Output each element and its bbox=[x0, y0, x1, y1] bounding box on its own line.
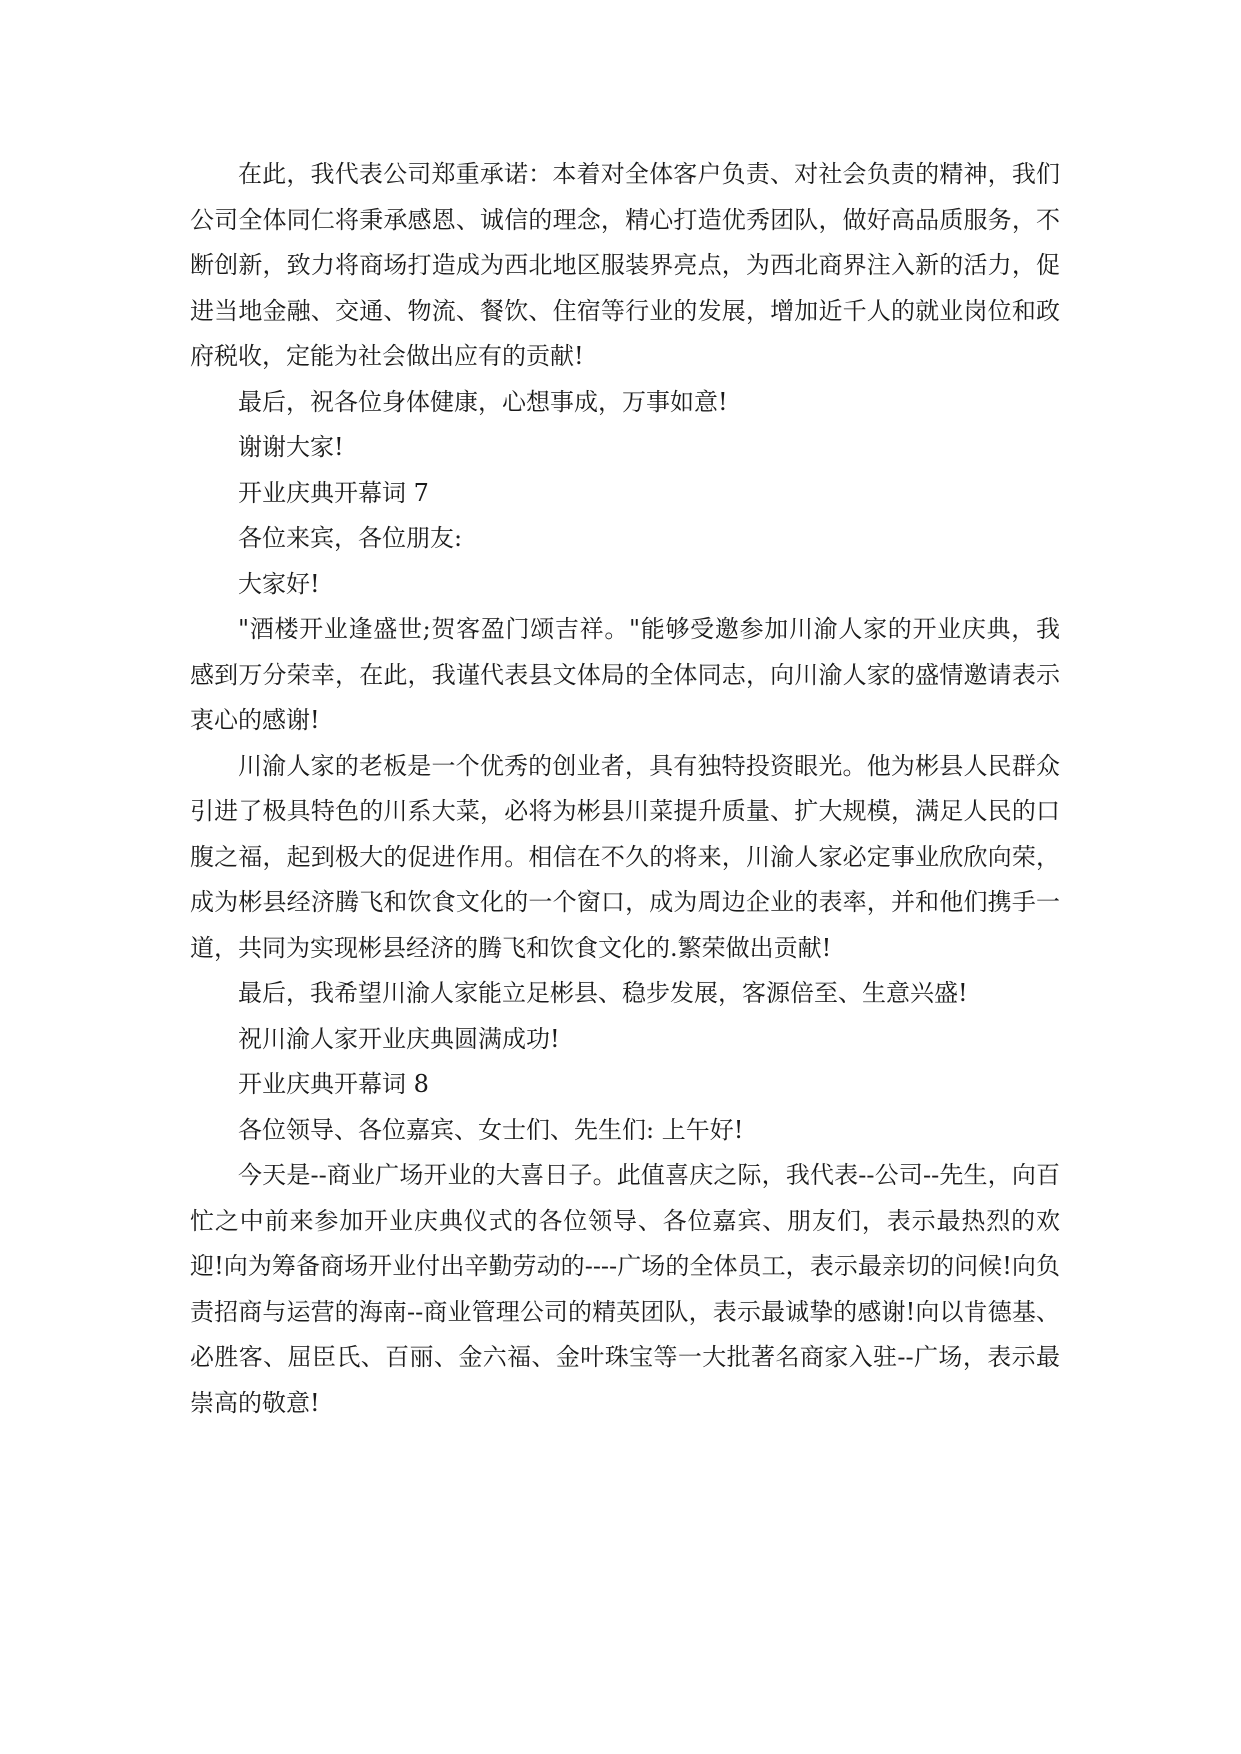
paragraph-greeting: 大家好! bbox=[238, 569, 320, 598]
paragraph-closing-wishes: 最后，祝各位身体健康，心想事成，万事如意! bbox=[238, 387, 728, 416]
section-heading-8: 开业庆典开幕词 8 bbox=[238, 1070, 429, 1098]
paragraph-salutation-8: 各位领导、各位嘉宾、女士们、先生们: 上午好! bbox=[238, 1115, 744, 1144]
paragraph-commitment: 在此，我代表公司郑重承诺：本着对全体客户负责、对社会负责的精神，我们公司全体同仁将秉承感恩、诚信的理念，精心打造优秀团队，做好高品质服务，不断创新，致力将商场打造成为西北地区服装界亮点，为西北商界注入新的活力，促进当地金融、交通、物流、餐饮、住宿等行业的发展，增加近千人的就业岗位和政府税收，定能为社会做出应有的贡献! bbox=[190, 160, 1060, 370]
section-heading-7: 开业庆典开幕词 7 bbox=[238, 478, 429, 507]
paragraph-hope: 最后，我希望川渝人家能立足彬县、稳步发展，客源倍至、生意兴盛! bbox=[238, 979, 968, 1007]
document-body bbox=[190, 152, 1060, 1426]
paragraph-restaurant-opening: "酒楼开业逢盛世;贺客盈门颂吉祥。"能够受邀参加川渝人家的开业庆典，我感到万分荣幸，在此，我谨代表县文体局的全体同志，向川渝人家的盛情邀请表示衷心的感谢! bbox=[190, 615, 1060, 734]
paragraph-thanks: 谢谢大家! bbox=[238, 433, 344, 461]
paragraph-plaza-opening: 今天是--商业广场开业的大喜日子。此值喜庆之际，我代表--公司--先生，向百忙之中前来参加开业庆典仪式的各位领导、各位嘉宾、朋友们，表示最热烈的欢迎!向为筹备商场开业付出辛勤劳动的----广场的全体员工，表示最亲切的问候!向负责招商与运营的海南--商业管理公司的精英团队，表示最诚挚的感谢!向以肯德基、必胜客、屈臣氏、百丽、金六福、金叶珠宝等一大批著名商家入驻--广场，表示最崇高的敬意! bbox=[190, 1161, 1060, 1417]
paragraph-salutation: 各位来宾，各位朋友: bbox=[238, 524, 463, 552]
paragraph-owner-praise: 川渝人家的老板是一个优秀的创业者，具有独特投资眼光。他为彬县人民群众引进了极具特色的川系大菜，必将为彬县川菜提升质量、扩大规模，满足人民的口腹之福，起到极大的促进作用。相信在不久的将来，川渝人家必定事业欣欣向荣，成为彬县经济腾飞和饮食文化的一个窗口，成为周边企业的表率，并和他们携手一道，共同为实现彬县经济的腾飞和饮食文化的.繁荣做出贡献! bbox=[190, 751, 1060, 962]
paragraph-celebration-wish: 祝川渝人家开业庆典圆满成功! bbox=[238, 1024, 560, 1053]
